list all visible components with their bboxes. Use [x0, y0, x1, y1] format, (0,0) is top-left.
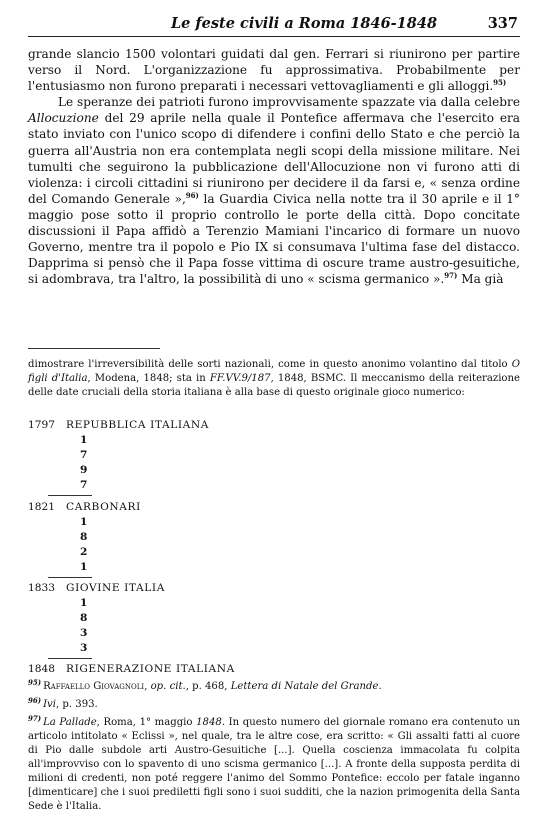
acrostic-divider — [48, 577, 92, 578]
paragraph-1: grande slancio 1500 volontari guidati dal gen. Ferrari si riunirono per partire verso il Nord. L'organizzazione fu approssimativa. Probabilmente per l'entusiasmo non furono preparati i necessari vettovagliamenti e gli alloggi.$^{95)}$ — [28, 47, 520, 94]
paragraph-2: Le speranze dei patrioti furono improvvisamente spazzate via dalla celebre Allocuzione del 29 aprile nella quale il Pontefice affermava che l'esercito era stato inviato con l'unico scopo di difendere i confini dello Stato e che perciò la guerra all'Austria non era contemplata negli scopi della missione militare. Nei tumulti che seguirono la pubblicazione dell'Allocuzione non vi furono atti di violenza: i circoli cittadini si riunirono per decidere il da farsi e, « senza ordine del Comando Generale »,$^{96)}$ la Guardia Civica nella notte tra il 30 aprile e il 1° maggio pose sotto il proprio controllo le porte della città. Dopo concitate discussioni il Papa affidò a Terenzio Mamiani l'incarico di formare un nuovo Governo, mentre tra il popolo e Pio IX si consumava l'ultima fase del distacco. Dapprima si pensò che il Papa fosse vittima di oscure trame austro-gesuitiche, si adombrava, tra l'altro, la possibilità di uno « scisma germanico ».$^{97)}$ Ma già — [28, 95, 520, 287]
footnote-97: $^{97)}$ La Pallade, Roma, 1° maggio 1848. In questo numero del giornale romano era contenuto un articolo intitolato « Eclissi », nel quale, tra le altre cose, era scritto: « Gli assalti fatti al cuore di Pio dalle subdole arti Austro-Gesuitiche [...]. Quella coscienza immacolata fu colpita all'improvviso con lo spavento di uno scisma germanico [...]. A fronte della supposta perdita di milioni di credenti, non poté reggere l'animo del Sommo Pontefice: eccolo per fatale inganno [dimenticare] che i suoi prediletti figli sono i suoi sudditi, che la nazion primogenita della Santa Sede è l'Italia. — [28, 713, 520, 812]
number-acrostic — [28, 418, 328, 678]
footnote-author: Raffaello Giovagnoli — [43, 681, 145, 692]
main-text — [28, 46, 520, 287]
acrostic-divider — [48, 658, 92, 659]
acrostic-digit: 1 — [80, 516, 88, 528]
acrostic-label: REPUBBLICA ITALIANA — [66, 419, 210, 431]
footnote-marker: 95) — [28, 677, 42, 687]
acrostic-year: 1821 — [28, 501, 55, 513]
acrostic-digit: 9 — [80, 464, 88, 476]
acrostic-digit: 7 — [80, 479, 88, 491]
note-ref-97[interactable]: 97) — [444, 271, 458, 281]
acrostic-digit: 7 — [80, 449, 88, 461]
acrostic-year: 1797 — [28, 419, 55, 431]
acrostic-digit: 3 — [80, 627, 88, 639]
acrostic-digit: 8 — [80, 612, 88, 624]
footnote-marker: 97) — [28, 713, 42, 723]
page-number: 337 — [487, 15, 518, 32]
running-title: Le feste civili a Roma 1846-1848 — [170, 15, 438, 32]
acrostic-digit: 1 — [80, 597, 88, 609]
acrostic-digit: 1 — [80, 561, 88, 573]
acrostic-year: 1833 — [28, 582, 55, 594]
footnote-96: $^{96)}$ Ivi, p. 393. — [28, 695, 98, 710]
running-header — [28, 14, 520, 37]
acrostic-year: 1848 — [28, 663, 55, 675]
acrostic-label: CARBONARI — [66, 501, 141, 513]
acrostic-digit: 1 — [80, 434, 88, 446]
note-ref-96[interactable]: 96) — [185, 190, 199, 200]
footnote-marker: 96) — [28, 695, 42, 705]
note-ref-95[interactable]: 95) — [493, 78, 507, 88]
footnote-95: $^{95)}$ Raffaello Giovagnoli, op. cit., p. 468, Lettera di Natale del Grande. — [28, 677, 382, 692]
acrostic-label: RIGENERAZIONE ITALIANA — [66, 663, 235, 675]
acrostic-divider — [48, 495, 92, 496]
acrostic-digit: 2 — [80, 546, 88, 558]
footnote-separator — [28, 348, 160, 349]
acrostic-digit: 3 — [80, 642, 88, 654]
footnote-continuation: dimostrare l'irreversibilità delle sorti nazionali, come in questo anonimo volantino dal titolo O figli d'Italia, Modena, 1848; sta in FF.VV.9/187, 1848, BSMC. Il meccanismo della reiterazione delle date cruciali della storia italiana è alla base di questo originale gioco numerico: — [28, 359, 520, 398]
acrostic-label: GIOVINE ITALIA — [66, 582, 165, 594]
acrostic-digit: 8 — [80, 531, 88, 543]
